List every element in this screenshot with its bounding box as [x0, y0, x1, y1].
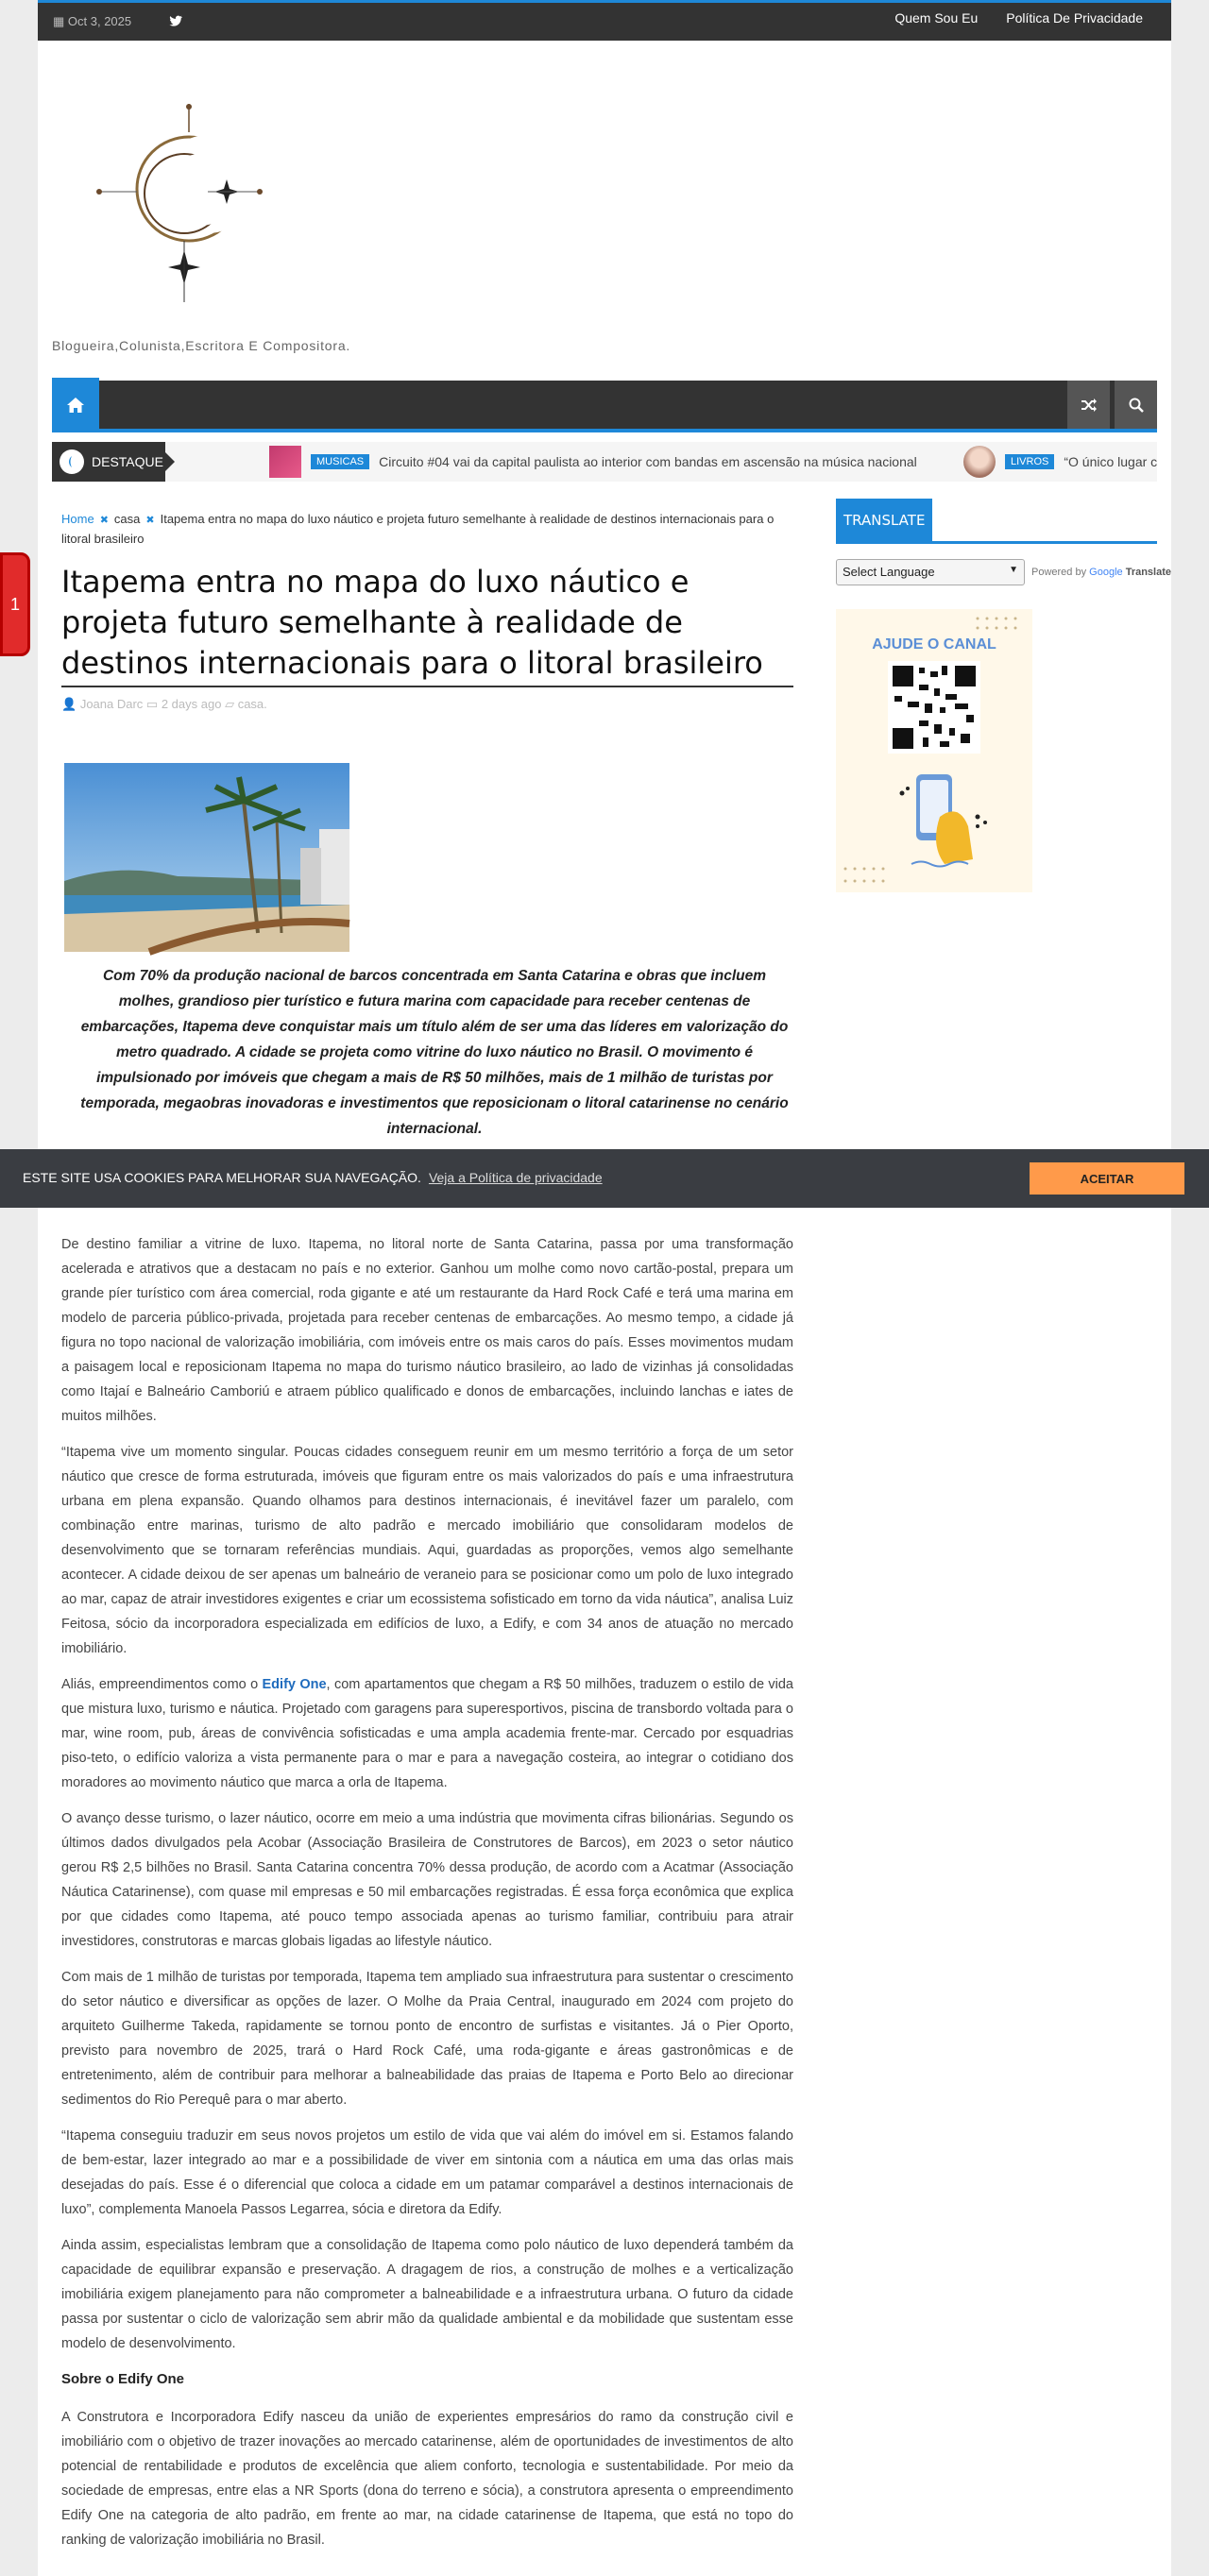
article-author[interactable]: Joana Darc [79, 697, 144, 711]
ticker-item[interactable] [963, 442, 1157, 482]
search-icon [1129, 398, 1144, 413]
article-body [61, 1232, 793, 2564]
language-select[interactable] [836, 559, 1025, 585]
translate-link[interactable]: Translate [1125, 567, 1172, 578]
calendar-icon: ▦ [53, 14, 68, 28]
powered-by-text: Powered by [1031, 567, 1087, 578]
menu-quem-sou-eu[interactable]: Quem Sou Eu [894, 10, 979, 25]
article-lead: Com 70% da produção nacional de barcos concentrada em Santa Catarina e obras que incluem molhes, grandioso pier turístico e futura marina com capacidade para receber centenas de embarcações, Itapema deve conquistar mais um título além de ser uma das líderes em valorização do metro quadrado. A cidade se projeta como vitrine do luxo náutico no Brasil. O movimento é impulsionado por imóveis que chegam a mais de R$ 50 milhões, mais de 1 milhão de turistas por temporada, megaobras inovadoras e investimentos que reposicionam o litoral catarinense no cenário internacional. [80, 968, 789, 1137]
cookie-message-text: ESTE SITE USA COOKIES PARA MELHORAR SUA NAVEGAÇÃO. [23, 1170, 421, 1185]
language-select-value: Select Language [843, 565, 935, 579]
donate-qr-banner[interactable] [836, 609, 1032, 892]
chevron-down-icon: ▼ [1009, 565, 1018, 575]
date-display [53, 14, 131, 29]
top-bar [38, 0, 1171, 41]
article-image [64, 763, 349, 952]
article-category[interactable]: casa [237, 697, 264, 711]
shuffle-icon [1081, 398, 1098, 413]
article-paragraph: Com mais de 1 milhão de turistas por temporada, Itapema tem ampliado sua infraestrutura para sustentar o crescimento do setor náutico e diversificar as opções de lazer. O Molhe da Praia Central, inaugurado em 2024 com projeto do arquiteto Guilherme Takeda, rapidamente se tornou ponto de encontro de surfistas e visitantes. Já o Pier Oporto, previsto para novembro de 2025, trará o Hard Rock Café, uma roda-gigante e áreas gastronômicas e de entretenimento, além de contribuir para melhorar a balneabilidade das praias de Itapema e Porto Belo ao direcionar sedimentos do Rio Perequê para o mar aberto. [61, 1970, 793, 2108]
main-nav [52, 381, 1157, 432]
home-icon [66, 397, 85, 414]
twitter-icon[interactable] [168, 13, 183, 28]
donate-title: AJUDE O CANAL [872, 636, 996, 652]
ticker-item-text[interactable]: Circuito #04 vai da capital paulista ao interior com bandas em ascensão na música nacional [379, 454, 917, 469]
privacy-policy-link[interactable]: Veja a Política de privacidade [428, 1170, 603, 1185]
ticker-logo-icon [60, 449, 84, 474]
date-text: Oct 3, 2025 [67, 14, 132, 28]
ticker-thumbnail [963, 446, 996, 478]
breadcrumb-current: Itapema entra no mapa do luxo náutico e projeta futuro semelhante à realidade de destinos internacionais para o litoral brasileiro [61, 512, 775, 546]
article-paragraph: De destino familiar a vitrine de luxo. Itapema, no litoral norte de Santa Catarina, passa por uma transformação acelerada e atrativos que a destacam no país e no exterior. Ganhou um molhe como novo cartão-postal, prepara um grande píer turístico com área comercial, roda gigante e até um restaurante da Hard Rock Café e terá uma marina em modelo de parceria público-privada, projetada para receber centenas de embarcações. Ao mesmo tempo, a cidade já figura no topo nacional de valorização imobiliária, com imóveis entre os mais caros do país. Esses movimentos mudam a paisagem local e reposicionam Itapema no mapa do turismo náutico brasileiro, ao lado de vizinhas já consolidadas como Itajaí e Balneário Camboriú e atraem público qualificado e donos de embarcações, incluindo lanchas e iates de muitos milhões. [61, 1237, 793, 1424]
ticker-label [52, 442, 165, 482]
ticker-item[interactable] [269, 442, 917, 482]
article-date: 2 days ago [161, 697, 222, 711]
article-title: Itapema entra no mapa do luxo náutico e projeta futuro semelhante à realidade de destinos internacionais para o litoral brasileiro [61, 562, 793, 687]
breadcrumb [61, 510, 779, 549]
article-paragraph [61, 1672, 793, 1795]
article-paragraph: “Itapema conseguiu traduzir em seus novos projetos um estilo de vida que vai além do imóvel em si. Estamos falando de bem-estar, lazer integrado ao mar e a possibilidade de viver em sintonia com a náutica em uma das orlas mais desejadas do país. Esse é o diferencial que coloca a cidade em um patamar comparável a destinos internacionais de luxo”, complementa Manoela Passos Legarrea, sócia e diretora da Edify. [61, 2128, 793, 2217]
floating-side-tab[interactable] [0, 552, 30, 656]
article-paragraph: “Itapema vive um momento singular. Poucas cidades conseguem reunir em um mesmo território a força de um setor náutico que cresce de forma estruturada, imóveis que figuram entre os mais valorizados do país e uma infraestrutura urbana em plena expansão. Quando olhamos para destinos internacionais, é inevitável fazer um paralelo, com combinação entre marinas, turismo de alto padrão e mercado imobiliário que consolidaram modelos de desenvolvimento que se tornaram referências mundiais. Aqui, guardadas as proporções, vemos algo semelhante acontecer. A cidade deixou de ser apenas um balneário de veraneio para se posicionar como um polo de luxo integrado ao mar, capaz de atrair investidores exigentes e criar um ecossistema sofisticado em torno da vida náutica”, analisa Luiz Feitosa, sócio da incorporadora especializada em edifícios de luxo, a Edify, e com 34 anos de atuação no mercado imobiliário. [61, 1445, 793, 1656]
ticker-label-text: DESTAQUE [92, 454, 163, 469]
section-heading: Sobre o Edify One [61, 2371, 185, 2387]
breadcrumb-separator-icon: ✖ [145, 515, 155, 526]
accept-cookies-button[interactable]: ACEITAR [1030, 1162, 1184, 1195]
ticker-item-text[interactable]: “O único lugar c [1064, 454, 1158, 469]
cookie-banner [0, 1149, 1209, 1208]
edify-one-link[interactable]: Edify One [262, 1677, 327, 1692]
breadcrumb-category[interactable]: casa [113, 512, 141, 526]
paragraph-text: , com apartamentos que chegam a R$ 50 milhões, traduzem o estilo de vida que mistura luxo, turismo e náutica. Projetado com garagens para superesportivos, piscina de transbordo voltada para o mar, wine room, pub, áreas de convivência sofisticadas e uma ampla academia frente-mar. Cercado por esquadrias piso-teto, o edifício valoriza a vista permanente para o mar e para a navegação costeira, ao integrar o cotidiano dos moradores ao movimento náutico que marca a orla de Itapema. [61, 1677, 793, 1790]
calendar-icon: ▭ [145, 697, 159, 711]
folder-icon: ▱ [225, 697, 235, 711]
category-badge[interactable]: LIVROS [1005, 454, 1054, 469]
top-menu [894, 10, 1171, 25]
random-post-button[interactable] [1067, 381, 1110, 429]
translate-title-text: TRANSLATE [836, 499, 932, 542]
article-paragraph: O avanço desse turismo, o lazer náutico, ocorre em meio a uma indústria que movimenta cifras bilionárias. Segundo os últimos dados divulgados pela Acobar (Associação Brasileira de Construtores de Barcos), em 2023 o setor náutico gerou R$ 2,5 bilhões no Brasil. Santa Catarina concentra 70% dessa produção, de acordo com a Acatmar (Associação Náutica Catarinense), com quase mil empresas e 50 mil embarcações registradas. É essa força econômica que explica por que cidades como Itapema, até pouco tempo associada apenas ao turismo familiar, contribuiu para atrair investidores, construtoras e marcas globais ligadas ao lifestyle náutico. [61, 1811, 793, 1949]
powered-by-google [1031, 567, 1172, 578]
site-logo[interactable] [94, 90, 283, 307]
site-tagline: Blogueira,Colunista,Escritora E Compositora. [52, 338, 351, 353]
article-meta: 👤 Joana Darc ▭ 2 days ago ▱ casa. [61, 697, 267, 711]
search-button[interactable] [1115, 381, 1157, 429]
highlight-ticker [52, 442, 1157, 482]
category-badge[interactable]: MUSICAS [311, 454, 369, 469]
user-icon: 👤 [61, 697, 77, 711]
paragraph-text: Aliás, empreendimentos como o [61, 1677, 263, 1692]
translate-widget-title [836, 499, 1157, 544]
article-paragraph: A Construtora e Incorporadora Edify nasceu da união de experientes empresários do ramo da construção civil e imobiliário com o objetivo de trazer inovações ao mercado catarinense, além de oportunidades de investimentos de alto potencial de rentabilidade e produtos de excelência que aliem conforto, tecnologia e sustentabilidade. Por meio da sociedade de empresas, entre elas a NR Sports (dona do terreno e sócia), a construtora apresenta o empreendimento Edify One na categoria de alto padrão, em frente ao mar, na cidade catarinense de Itapema, que está no topo do ranking de valorização imobiliária no Brasil. [61, 2410, 793, 2548]
google-text: Google [1089, 567, 1123, 578]
side-tab-icon: 1 [9, 594, 20, 614]
article-paragraph: Ainda assim, especialistas lembram que a consolidação de Itapema como polo náutico de luxo dependerá também da capacidade de equilibrar expansão e preservação. A dragagem de rios, a construção de molhes e a verticalização imobiliária exigem planejamento para não comprometer a balneabilidade e a infraestrutura urbana. O futuro da cidade passa por sustentar o ciclo de valorização sem abrir mão da qualidade ambiental e da mobilidade que sustentam esse modelo de desenvolvimento. [61, 2238, 793, 2351]
ticker-thumbnail [269, 446, 301, 478]
breadcrumb-home[interactable]: Home [61, 512, 94, 526]
home-button[interactable] [52, 378, 99, 432]
menu-politica-privacidade[interactable]: Política De Privacidade [1006, 10, 1143, 25]
cookie-message [23, 1170, 603, 1185]
breadcrumb-separator-icon: ✖ [99, 515, 109, 526]
